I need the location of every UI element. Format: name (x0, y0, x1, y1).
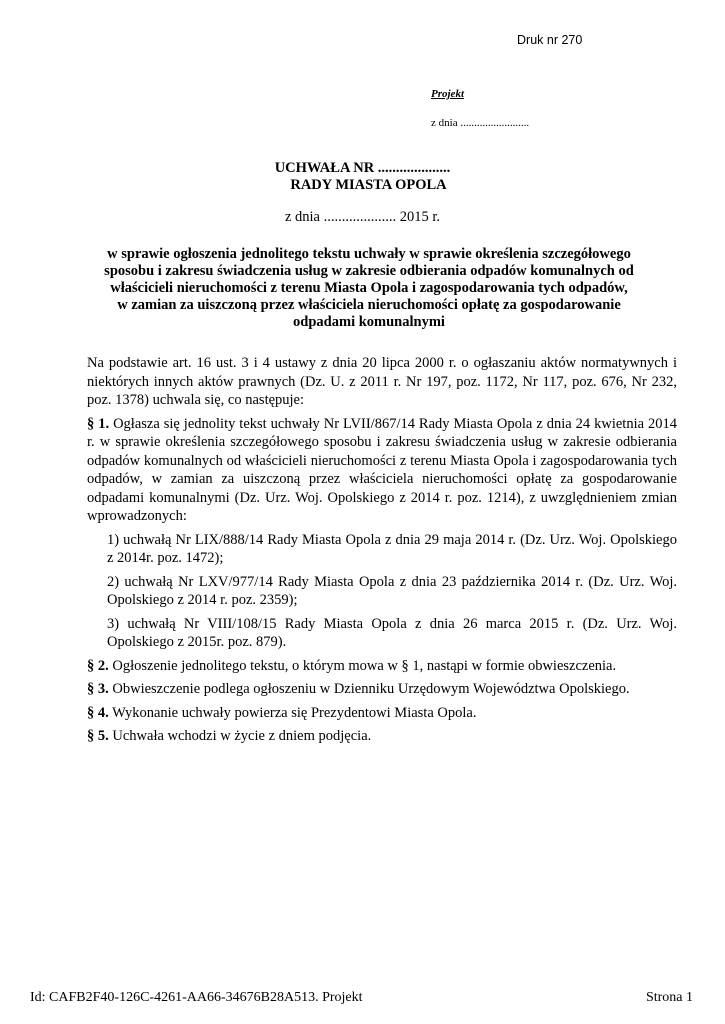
projekt-label: Projekt (431, 88, 464, 100)
subject-line: w zamian za uiszczoną przez właściciela nieruchomości opłatę za gospodarowanie (117, 297, 621, 313)
document-body (87, 354, 677, 746)
section-text: Ogłoszenie jednolitego tekstu, o którym mowa w § 1, nastąpi w formie obwieszczenia. (112, 657, 617, 674)
section-text: Obwieszczenie podlega ogłoszeniu w Dzienniku Urzędowym Województwa Opolskiego. (112, 681, 630, 697)
resolution-number: UCHWAŁA NR .................... (274, 160, 451, 176)
resolution-subject (64, 246, 674, 331)
section-number: § 3. (87, 681, 109, 697)
resolution-title (0, 160, 725, 194)
section-number: § 5. (87, 728, 109, 744)
section-text: Ogłasza się jednolity tekst uchwały Nr LVII/867/14 Rady Miasta Opola z dnia 24 kwietnia 2014 r. w sprawie określenia szczegółowego sposobu i zakresu świadczenia usług w zakresie odbierania odpadów komunalnych od właścicieli nieruchomości z terenu Miasta Opola i zagospodarowania tych odpadów, w zamian za uiszczoną przez właściciela nieruchomości opłatę za gospodarowanie odpadami komunalnymi (Dz. Urz. Woj. Opolskiego z 2014 r. poz. 1214), z uwzględnieniem zmian wprowadzonych: (87, 415, 678, 524)
preamble: Na podstawie art. 16 ust. 3 i 4 ustawy z dnia 20 lipca 2000 r. o ogłaszaniu aktów normatywnych i niektórych innych aktów prawnych (Dz. U. z 2011 r. Nr 197, poz. 1172, Nr 117, poz. 676, Nr 232, poz. 1378) uchwala się, co następuje: (87, 355, 677, 408)
druk-number: Druk nr 270 (517, 33, 583, 47)
projekt-date: z dnia ......................... (431, 117, 530, 129)
page-number: Strona 1 (645, 990, 693, 1005)
section-5 (87, 727, 677, 746)
subject-line: sposobu i zakresu świadczenia usług w zakresie odbierania odpadów komunalnych od (104, 263, 634, 279)
section-number: § 2. (87, 657, 109, 674)
section-text: Wykonanie uchwały powierza się Prezydentowi Miasta Opola. (112, 704, 477, 721)
council-name: RADY MIASTA OPOLA (290, 177, 447, 193)
section-1 (87, 415, 677, 526)
section-text: Uchwała wchodzi w życie z dniem podjęcia. (112, 728, 372, 744)
section-number: § 4. (87, 704, 109, 721)
resolution-date: z dnia .................... 2015 r. (284, 209, 441, 225)
amendment-item: 3) uchwałą Nr VIII/108/15 Rady Miasta Opola z dnia 26 marca 2015 r. (Dz. Urz. Woj. Opolskiego z 2015r. poz. 879). (107, 615, 677, 650)
subject-line: odpadami komunalnymi (293, 314, 445, 330)
section-number: § 1. (87, 415, 110, 432)
amendment-item: 2) uchwałą Nr LXV/977/14 Rady Miasta Opola z dnia 23 października 2014 r. (Dz. Urz. Woj. Opolskiego z 2014 r. poz. 2359); (107, 573, 677, 608)
section-2 (87, 657, 677, 676)
section-3 (87, 680, 677, 699)
subject-line: w sprawie ogłoszenia jednolitego tekstu uchwały w sprawie określenia szczegółowego (107, 246, 631, 262)
amendment-item: 1) uchwałą Nr LIX/888/14 Rady Miasta Opola z dnia 29 maja 2014 r. (Dz. Urz. Woj. Opolskiego z 2014r. poz. 1472); (107, 531, 677, 566)
section-4 (87, 704, 677, 723)
subject-line: właścicieli nieruchomości z terenu Miasta Opola i zagospodarowania tych odpadów, (110, 280, 628, 296)
document-id: Id: CAFB2F40-126C-4261-AA66-34676B28A513. Projekt (30, 990, 363, 1005)
